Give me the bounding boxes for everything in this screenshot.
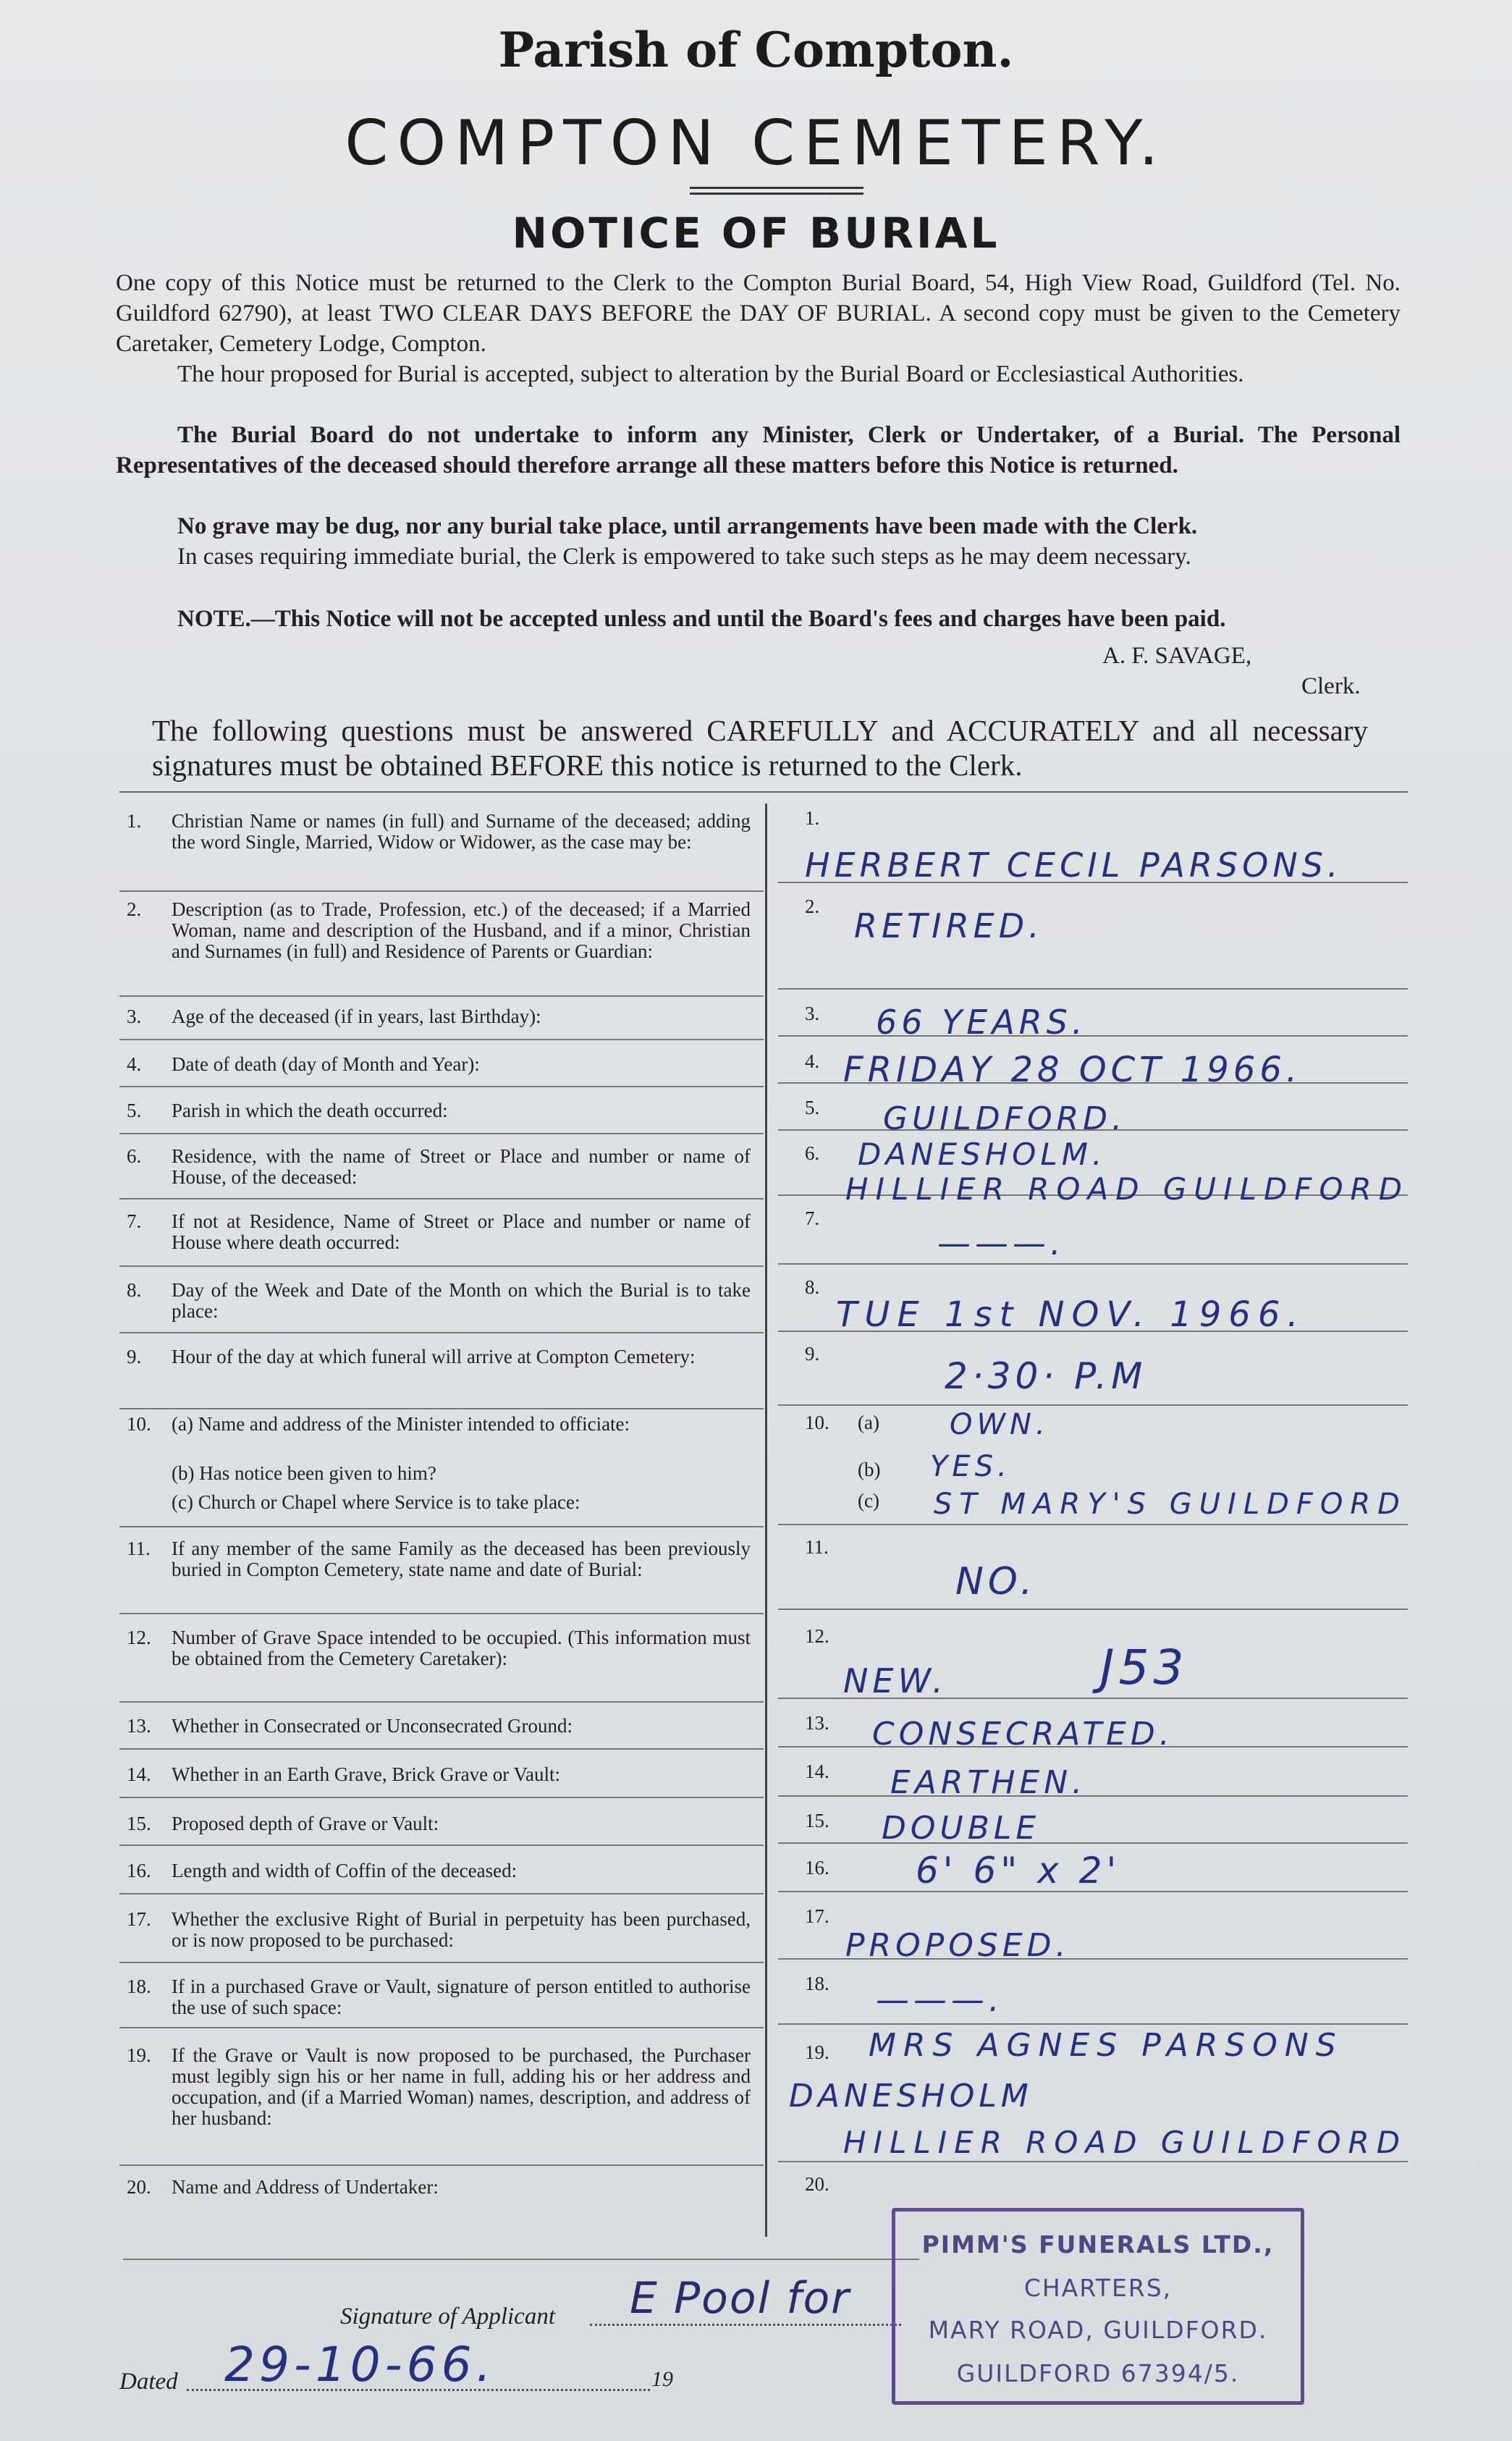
answer-18-signature: ———.: [876, 1980, 1004, 2019]
answer-10b-label: (b): [858, 1459, 881, 1480]
answer-number: 5.: [805, 1097, 820, 1118]
answer-8-burial-date: TUE 1st NOV. 1966.: [836, 1294, 1306, 1335]
intro-note: NOTE.—This Notice will not be accepted unless and until the Board's fees and charges have been paid.: [177, 606, 1226, 632]
answer-rule: [778, 1035, 1408, 1037]
row-rule: [119, 1039, 764, 1040]
intro-paragraph-1: One copy of this Notice must be returned to the Clerk to the Compton Burial Board, 54, High View Road, Guildford (Tel. No. Guildford 62790), at least TWO CLEAR DAYS BEFORE the DAY OF BURIAL. A second copy must be given to the Cemetery Caretaker, Cemetery Lodge, Compton.: [116, 270, 1401, 357]
answer-10a-minister: OWN.: [950, 1408, 1049, 1441]
answer-10c-label: (c): [858, 1490, 879, 1512]
parish-heading: Parish of Compton.: [498, 22, 1014, 78]
row-rule: [119, 1133, 764, 1134]
answer-5-parish: GUILDFORD.: [883, 1100, 1127, 1137]
stamp-line-4: GUILDFORD 67394/5.: [956, 2359, 1240, 2387]
answer-rule: [778, 988, 1408, 990]
row-rule: [119, 1408, 764, 1409]
answer-4-date-of-death: FRIDAY 28 OCT 1966.: [843, 1050, 1302, 1090]
answer-rule: [778, 2161, 1408, 2162]
answer-9-hour: 2·30· P.M: [945, 1355, 1147, 1397]
cemetery-heading: COMPTON CEMETERY.: [345, 107, 1167, 180]
answer-10a-label: (a): [858, 1412, 879, 1433]
clerk-name: A. F. SAVAGE,: [1102, 643, 1252, 669]
answer-13-ground: CONSECRATED.: [872, 1716, 1174, 1753]
answer-number: 6.: [805, 1142, 820, 1164]
year-suffix: 19: [651, 2367, 673, 2391]
table-top-rule: [119, 791, 1408, 793]
dated-label: Dated: [119, 2369, 178, 2395]
answer-rule: [778, 1795, 1408, 1797]
row-rule: [119, 1332, 764, 1333]
answer-12-grave-number: J53: [1100, 1640, 1188, 1695]
answer-10c-church: ST MARY'S GUILDFORD: [934, 1488, 1407, 1521]
answer-3-age: 66 YEARS.: [876, 1003, 1087, 1042]
clerk-title: Clerk.: [1301, 673, 1361, 699]
answer-19-purchaser-name: MRS AGNES PARSONS: [869, 2027, 1343, 2064]
row-rule: [119, 1962, 764, 1963]
answer-number: 2.: [805, 895, 820, 917]
answer-number: 4.: [805, 1050, 820, 1072]
answer-number: 11.: [805, 1536, 829, 1558]
answer-number: 20.: [805, 2173, 829, 2195]
stamp-line-3: MARY ROAD, GUILDFORD.: [928, 2316, 1268, 2344]
row-rule: [119, 1845, 764, 1846]
intro-paragraph-2: The hour proposed for Burial is accepted, subject to alteration by the Burial Board or Ecclesiastical Authorities.: [177, 361, 1244, 387]
answer-number: 18.: [805, 1973, 829, 1994]
answer-rule: [778, 2023, 1408, 2025]
row-rule: [119, 1265, 764, 1267]
answer-19-purchaser-house: DANESHOLM: [789, 2078, 1033, 2115]
answer-14-grave-type: EARTHEN.: [890, 1764, 1087, 1801]
signature-label: Signature of Applicant: [340, 2303, 555, 2330]
burial-notice-page: Parish of Compton. COMPTON CEMETERY. NOTICE OF BURIAL One copy of this Notice must be returned to the Clerk to the Compton Burial Board, 54, High View Road, Guildford (Tel. No. Guildford 62790), at least TWO CLEAR DAYS BEFORE the DAY OF BURIAL. A second copy must be given to the Cemetery Caretaker, Cemetery Lodge, Compton. The hour proposed for Burial is accepted, subject to alteration by the Burial Board or Ecclesiastical Authorities. The Burial Board do not undertake to inform any Minister, Clerk or Undertaker, of a Burial. The Personal Representatives of the deceased should therefore arrange all these matters before this Notice is returned. No grave may be dug, nor any burial take place, until arrangements have been made with the Clerk. In cases requiring immediate burial, the Clerk is empowered to take such steps as he may deem necessary. NOTE.—This Notice will not be accepted unless and until the Board's fees and charges have been paid. A. F. SAVAGE, Clerk. The following questions must be answered CAREFULLY and ACCURATELY and all necessary signatures must be obtained BEFORE this notice is returned to the Clerk. 1. Christian Name or names (in full) and Surname of the deceased; adding the word Single, Married, Widow or Widower, as the case may be: 2. Description (as to Trade, Profession, etc.) of the deceased; if a Married Woman, name and description of the Husband, and if a minor, Christian and Surnames (in full) and Residence of Parents or Guardian: 3. Age of the deceased (if in years, last Birthday): 4. Date of death (day of Month and Year): 5. Parish in which the death occurred: 6. Residence, with the name of Street or Place and number or name of House, of the deceased: 7. If not at Residence, Name of Street or Place and number or name of House where death occurred: 8. Day of the Week and Date of the Month on which the Burial is to take place: 9. Hour of the day at which funeral will arrive at Compton Cemetery: 10. (a) Name and address of the Minister intended to officiate: (b) Has notice been given to him? (c) Church or Chapel where Service is to take place: 11. If any member of the same Family as the deceased has been previously buried in Compton Cemetery, state name and date of Burial: 12. Number of Grave Space intended to be occupied. (This information must be obtained from the Cemetery Caretaker): 13. Whether in Consecrated or Unconsecrated Ground: 14. Whether in an Earth Grave, Brick Grave or Vault: 15. Proposed depth of Grave or Vault: 16. Length and width of Coffin of the deceased: 17. Whether the exclusive Right of Burial in perpetuity has been purchased, or is now proposed to be purchased: 18. If in a purchased Grave or Vault, signature of person entitled to authorise the use of such space: 19. If the Grave or Vault is now proposed to be purchased, the Purchaser must legibly sign his or her name in full, adding his or her address and occupation, and (if a Married Woman) names, description, and address of her husband: 20. Name and Address of Undertaker: 1. 2. 3. 4. 5. 6. 7. 8. 9. 10. 11. 12. 13. 14. 15. 16. 17. 18. 19. 20. HERBERT CECIL PARSONS. RETIRED. 66 YEARS. FRIDAY 28 OCT 1966. GUILDFORD. DANESHOLM. HILLIER ROAD GUILDFORD ———. TUE 1st NOV. 1966. 2·30· P.M (a) (b) (c) OWN. YES. ST MARY'S GUILDFORD NO. NEW. J53 CONSECRATED. EARTHEN. DOUBLE 6' 6" x 2' PROPOSED. ———. MRS AGNES PARSONS DANESHOLM HILLIER ROAD GUILDFORD Signature of Applicant E Pool for Dated 29-10-66. 19 PIMM'S FUNERALS LTD., CHARTERS, MARY ROAD, GUILDFORD. GUILDFORD 67394/5.: [0, 0, 1512, 2441]
answer-rule: [778, 1524, 1408, 1525]
heading-rule: [690, 187, 863, 189]
answer-number: 1.: [805, 807, 820, 829]
row-rule: [119, 1797, 764, 1798]
answer-number: 19.: [805, 2041, 829, 2063]
answer-rule: [778, 1404, 1408, 1406]
notice-heading: NOTICE OF BURIAL: [512, 208, 1000, 258]
intro-paragraph-4: No grave may be dug, nor any burial take place, until arrangements have been made with the Clerk.: [177, 513, 1198, 539]
answer-12-new: NEW.: [843, 1661, 947, 1700]
table-divider: [765, 804, 767, 2237]
answer-11-previous-burial: NO.: [955, 1560, 1037, 1603]
answer-6-residence-line2: HILLIER ROAD GUILDFORD: [845, 1171, 1410, 1207]
answer-1-name: HERBERT CECIL PARSONS.: [805, 846, 1343, 885]
answer-2-description: RETIRED.: [854, 906, 1044, 945]
row-rule: [119, 1893, 764, 1894]
applicant-signature: E Pool for: [630, 2273, 850, 2324]
answer-rule: [778, 1842, 1408, 1844]
answer-10b-notice: YES.: [930, 1450, 1011, 1483]
dated-value: 29-10-66.: [224, 2337, 496, 2392]
row-rule: [119, 1613, 764, 1614]
row-rule: [119, 1701, 764, 1703]
answer-rule: [778, 1609, 1408, 1610]
undertaker-stamp: [892, 2208, 1304, 2405]
row-rule: [119, 1748, 764, 1750]
row-rule: [119, 2027, 764, 2028]
row-rule: [119, 1198, 764, 1200]
answer-number: 12.: [805, 1625, 829, 1647]
answer-number: 3.: [805, 1003, 820, 1024]
answer-rule: [778, 1263, 1408, 1265]
answer-number: 14.: [805, 1761, 829, 1782]
answer-16-coffin-size: 6' 6" x 2': [916, 1850, 1121, 1892]
answer-number: 10.: [805, 1412, 829, 1433]
answer-15-depth: DOUBLE: [882, 1810, 1041, 1847]
stamp-line-1: PIMM'S FUNERALS LTD.,: [921, 2230, 1275, 2259]
instruction-text: The following questions must be answered CAREFULLY and ACCURATELY and all necessary signatures must be obtained BEFORE this notice is returned to the Clerk.: [152, 714, 1368, 782]
answer-19-purchaser-road: HILLIER ROAD GUILDFORD: [843, 2125, 1408, 2160]
answer-7-place-of-death: ———.: [937, 1223, 1065, 1262]
answer-number: 16.: [805, 1857, 829, 1879]
answer-17-right-of-burial: PROPOSED.: [845, 1927, 1070, 1964]
answer-number: 8.: [805, 1276, 820, 1298]
row-rule: [119, 1526, 764, 1527]
signature-line: [590, 2324, 901, 2326]
row-rule: [119, 890, 764, 892]
row-rule: [119, 995, 764, 997]
answer-number: 9.: [805, 1343, 820, 1365]
intro-paragraph-5: In cases requiring immediate burial, the Clerk is empowered to take such steps as he may deem necessary.: [177, 544, 1191, 570]
answer-number: 13.: [805, 1712, 829, 1734]
heading-rule: [690, 193, 863, 195]
answer-6-residence-line1: DANESHOLM.: [858, 1137, 1107, 1172]
footer-rule: [123, 2259, 919, 2260]
row-rule: [119, 1086, 764, 1087]
stamp-line-2: CHARTERS,: [1023, 2274, 1173, 2302]
intro-paragraph-3: The Burial Board do not undertake to inform any Minister, Clerk or Undertaker, of a Burial. The Personal Representatives of the deceased should therefore arrange all these matters before this Notice is returned.: [116, 422, 1401, 478]
answer-number: 7.: [805, 1207, 820, 1229]
answer-number: 15.: [805, 1810, 829, 1831]
row-rule: [119, 2164, 764, 2166]
question-10: 10. (a) Name and address of the Minister intended to officiate: (b) Has notice been given to him? (c) Church or Chapel where Service is to take place:: [127, 1413, 630, 1513]
answer-number: 17.: [805, 1905, 829, 1927]
